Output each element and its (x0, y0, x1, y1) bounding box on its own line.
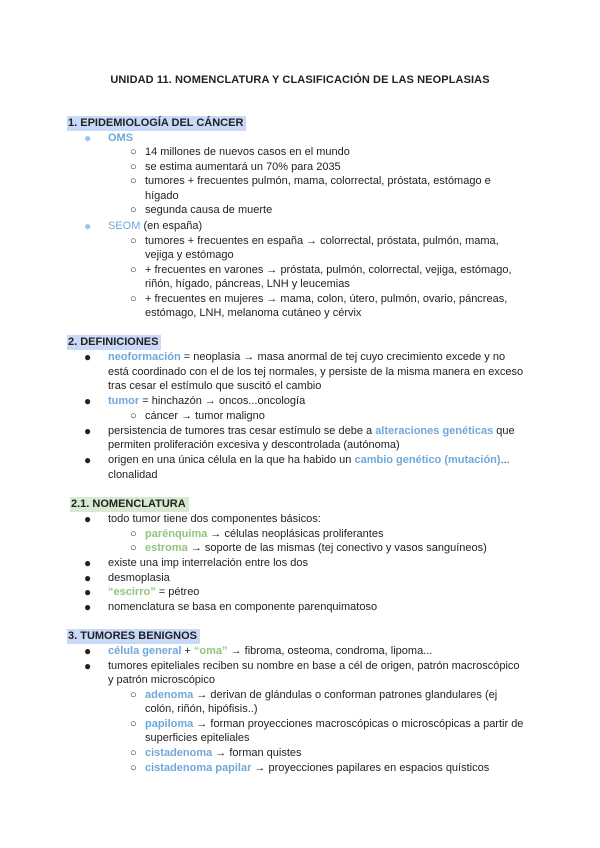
bullet-filled: ● (84, 571, 92, 585)
bullet-filled: ● (84, 659, 92, 673)
list-item-continuation: clonalidad (108, 469, 158, 481)
bullet-hollow: ○ (130, 718, 137, 730)
term-parenquima: parénquima (145, 528, 208, 540)
list-item: existe una imp interrelación entre los dos (108, 557, 308, 569)
list-item-seom (108, 219, 202, 234)
text: que (493, 425, 515, 437)
list-item-cistadenoma (145, 746, 302, 761)
list-item: tumores epiteliales reciben su nombre en base a cél de origen, patrón macroscópico (108, 660, 520, 672)
definition-text: = neoplasia → masa anormal de tej cuyo crecimiento excede y no (180, 351, 506, 363)
term-estroma: estroma (145, 542, 188, 554)
definition-tumor (108, 394, 305, 409)
bullet-hollow: ○ (130, 204, 137, 216)
section-heading-definiciones: 2. DEFINICIONES (67, 335, 161, 350)
bullet-hollow: ○ (130, 293, 137, 305)
list-item: desmoplasia (108, 572, 170, 584)
term-neoformacion: neoformación (108, 351, 181, 363)
bullet-hollow: ○ (130, 264, 137, 276)
list-item-continuation: riñón, hígado, páncreas, LNH y leucemias (145, 278, 350, 290)
bullet-filled: ● (84, 644, 92, 658)
term-cistadenoma-papilar: cistadenoma papilar (145, 762, 252, 774)
list-item-escirro (108, 585, 199, 600)
bullet-hollow: ○ (130, 146, 137, 158)
list-item: se estima aumentará un 70% para 2035 (145, 161, 341, 173)
definition-text: = hinchazón → oncos...oncología (139, 395, 306, 407)
list-item: segunda causa de muerte (145, 204, 273, 216)
list-item-continuation: está coordinado con el de los tej normales, y persiste de la misma manera en exceso (108, 366, 524, 378)
list-item-parenquima (145, 527, 383, 542)
list-item-continuation: colón, riñón, hipófisis..) (145, 703, 258, 715)
term-seom: SEOM (108, 220, 141, 232)
term-oma: “oma” (193, 645, 228, 657)
text: + (181, 645, 194, 657)
definition-neoformacion (108, 350, 505, 365)
bullet-filled: ● (84, 350, 92, 364)
bullet-filled: ● (84, 585, 92, 599)
list-item-continuation: estómago, LNH, melanoma cutáneo y cérvix (145, 307, 362, 319)
list-item-celula-general (108, 644, 432, 659)
page-title: UNIDAD 11. NOMENCLATURA Y CLASIFICACIÓN DE LAS NEOPLASIAS (110, 74, 490, 86)
list-item: cáncer → tumor maligno (145, 410, 265, 422)
term-celula-general: célula general (108, 645, 182, 657)
list-item: todo tumor tiene dos componentes básicos: (108, 513, 321, 525)
bullet-filled: ● (84, 556, 92, 570)
seom-suffix: (en españa) (140, 220, 203, 232)
list-item: tumores + frecuentes pulmón, mama, colorrectal, próstata, estómago e (145, 175, 491, 187)
term-tumor: tumor (108, 395, 140, 407)
bullet-filled: ● (84, 131, 92, 145)
bullet-hollow: ○ (130, 410, 137, 422)
text: = pétreo (155, 586, 200, 598)
list-item-estroma (145, 541, 487, 556)
list-item-continuation: vejiga y estómago (145, 249, 234, 261)
bullet-filled: ● (84, 600, 92, 614)
bullet-filled: ● (84, 394, 92, 408)
list-item: + frecuentes en mujeres → mama, colon, útero, pulmón, ovario, páncreas, (145, 293, 508, 305)
bullet-hollow: ○ (130, 175, 137, 187)
section-heading-tumores-benignos: 3. TUMORES BENIGNOS (67, 629, 200, 644)
bullet-hollow: ○ (130, 161, 137, 173)
list-item-adenoma (145, 688, 497, 703)
text: → proyecciones papilares en espacios quísticos (251, 762, 490, 774)
bullet-hollow: ○ (130, 762, 137, 774)
term-papiloma: papiloma (145, 718, 194, 730)
list-item-cistadenoma-papilar (145, 761, 489, 776)
term-escirro: “escirro” (108, 586, 156, 598)
term-oms: OMS (108, 132, 134, 144)
term-cistadenoma: cistadenoma (145, 747, 213, 759)
list-item-oms (108, 131, 133, 146)
list-item-continuation: y patrón microscópico (108, 674, 215, 686)
bullet-hollow: ○ (130, 747, 137, 759)
text: → células neoplásicas proliferantes (207, 528, 384, 540)
bullet-hollow: ○ (130, 528, 137, 540)
text: → soporte de las mismas (tej conectivo y vasos sanguíneos) (187, 542, 487, 554)
text: ... (500, 454, 510, 466)
term-alteraciones-geneticas: alteraciones genéticas (375, 425, 494, 437)
list-item: 14 millones de nuevos casos en el mundo (145, 146, 350, 158)
bullet-filled: ● (84, 424, 92, 438)
bullet-hollow: ○ (130, 689, 137, 701)
list-item-papiloma (145, 717, 523, 732)
list-item-origen (108, 453, 510, 468)
text: → derivan de glándulas o conforman patrones glandulares (ej (193, 689, 498, 701)
term-cambio-genetico: cambio genético (mutación) (354, 454, 501, 466)
list-item: + frecuentes en varones → próstata, pulmón, colorrectal, vejiga, estómago, (145, 264, 512, 276)
list-item-continuation: hígado (145, 190, 179, 202)
bullet-filled: ● (84, 219, 92, 233)
bullet-filled: ● (84, 512, 92, 526)
list-item: tumores + frecuentes en españa → colorrectal, próstata, pulmón, mama, (145, 235, 499, 247)
text: → fibroma, osteoma, condroma, lipoma... (227, 645, 433, 657)
list-item-continuation: tras cesar el estímulo que suscitó el cambio (108, 380, 322, 392)
section-heading-epidemiologia: 1. EPIDEMIOLOGÍA DEL CÁNCER (67, 116, 246, 131)
text: persistencia de tumores tras cesar estímulo se debe a (108, 425, 376, 437)
list-item-persistencia (108, 424, 515, 439)
list-item: nomenclatura se basa en componente parenquimatoso (108, 601, 378, 613)
term-adenoma: adenoma (145, 689, 194, 701)
text: → forman quistes (212, 747, 302, 759)
list-item-continuation: permiten proliferación excesiva y descontrolada (autónoma) (108, 439, 400, 451)
bullet-hollow: ○ (130, 542, 137, 554)
text: → forman proyecciones macroscópicas o microscópicas a partir de (193, 718, 524, 730)
list-item-continuation: superficies epiteliales (145, 732, 250, 744)
bullet-hollow: ○ (130, 235, 137, 247)
text: origen en una única célula en la que ha habido un (108, 454, 355, 466)
section-heading-nomenclatura: 2.1. NOMENCLATURA (70, 497, 189, 512)
bullet-filled: ● (84, 453, 92, 467)
